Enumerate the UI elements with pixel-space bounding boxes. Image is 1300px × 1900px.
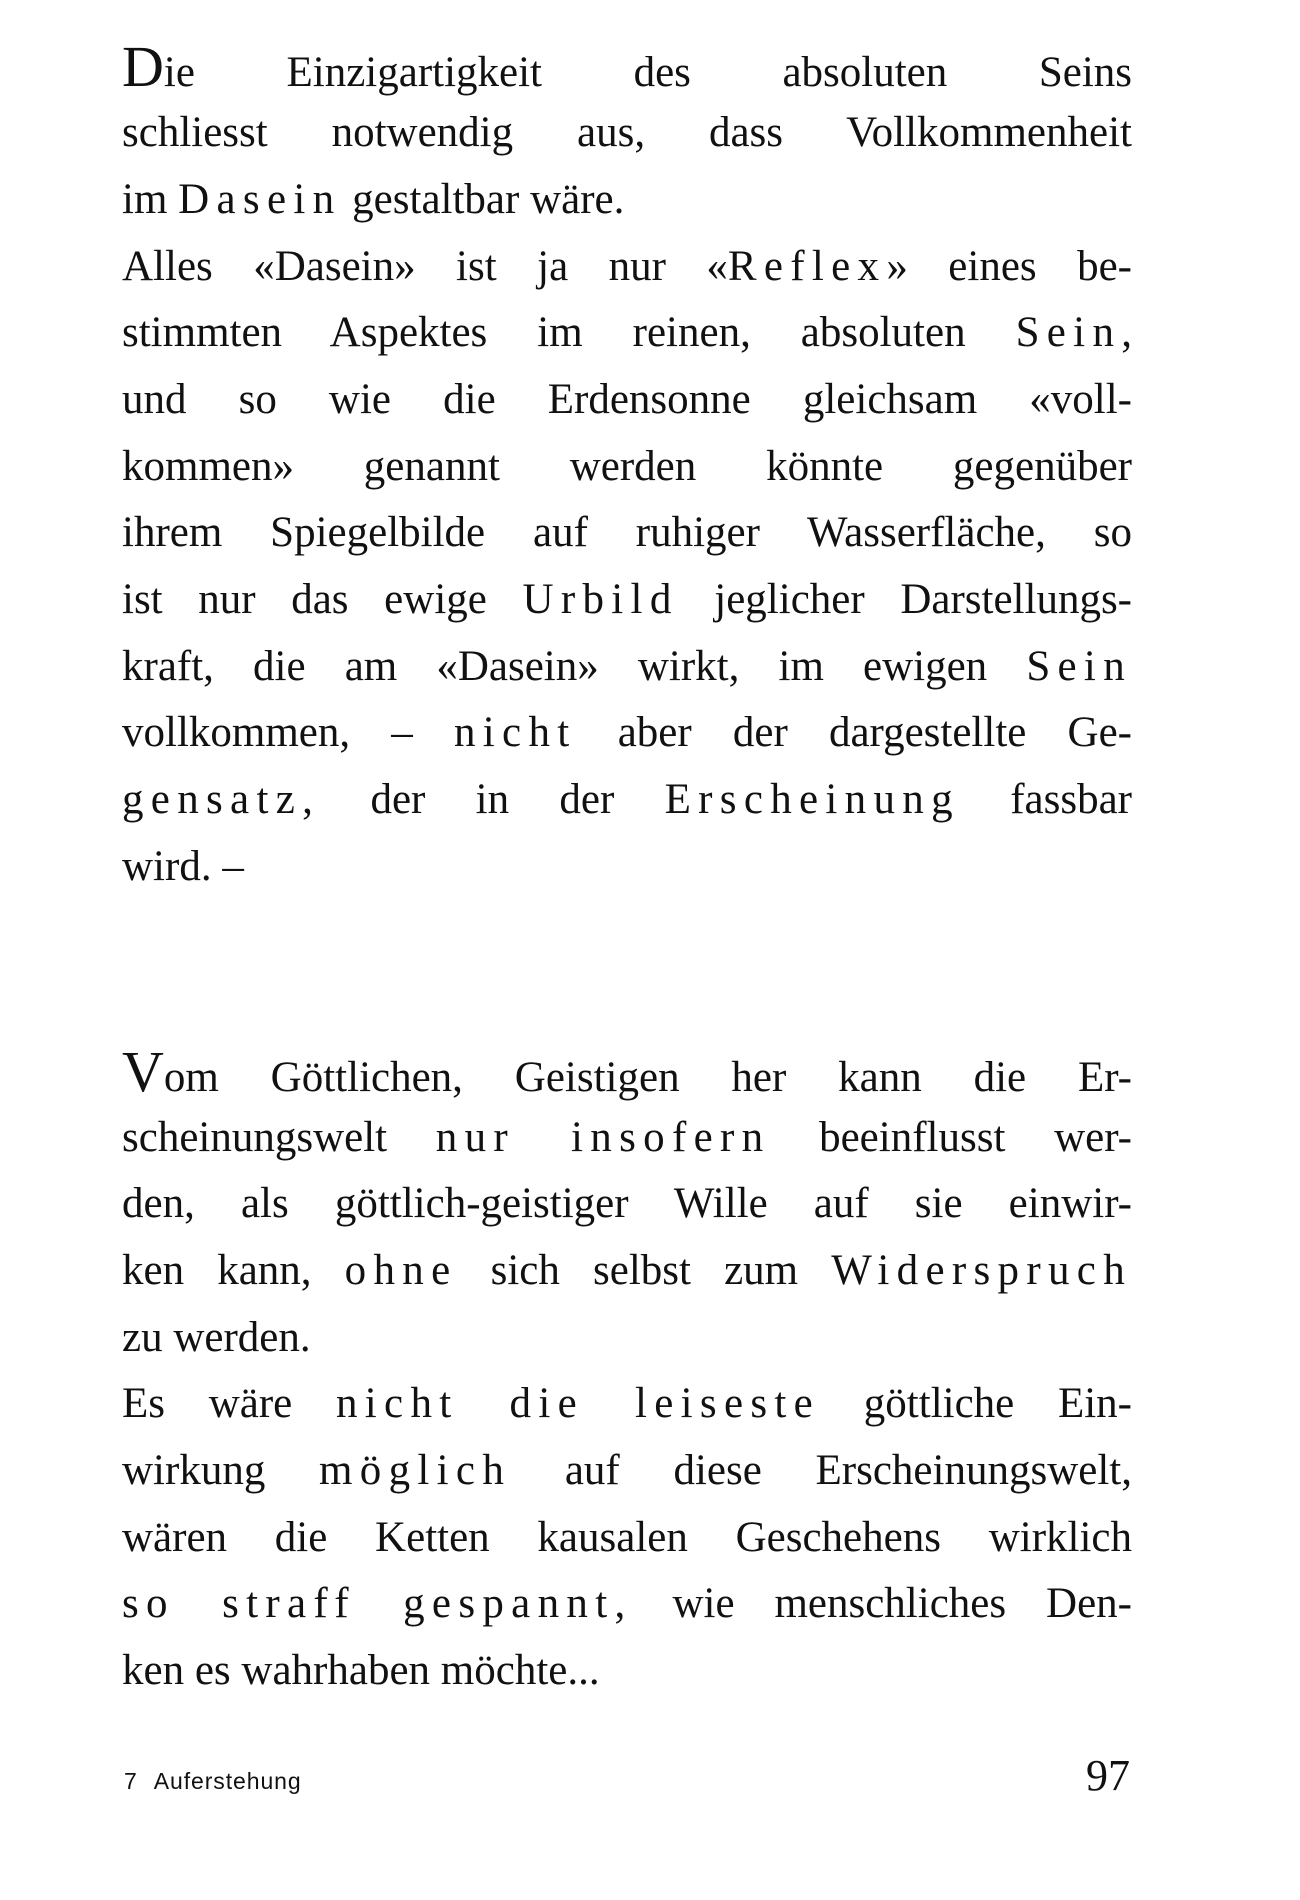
text-line: ihrem Spiegelbilde auf ruhiger Wasserfläche, so <box>122 509 1132 556</box>
spaced-emphasis: Sein <box>1026 643 1132 690</box>
spaced-emphasis: Sein <box>1015 309 1122 356</box>
signature-title: Auferstehung <box>153 1768 302 1794</box>
text-line: und so wie die Erdensonne gleichsam «voll- <box>122 376 1132 423</box>
printer-signature <box>124 1768 302 1795</box>
text-line: stimmten Aspektes im reinen, absoluten Sein, <box>122 309 1132 356</box>
text-line: ken kann, ohne sich selbst zum Widerspruch <box>122 1247 1133 1294</box>
text-line: wirkung möglich auf diese Erscheinungswelt, <box>122 1447 1132 1494</box>
text-line: wären die Ketten kausalen Geschehens wirklich <box>122 1514 1132 1561</box>
text-line: Alles «Dasein» ist ja nur «Reflex» eines be- <box>122 243 1132 290</box>
spaced-emphasis: nicht <box>453 709 577 756</box>
text-line: zu werden. <box>122 1314 311 1361</box>
spaced-emphasis: Widerspruch <box>831 1247 1133 1294</box>
text-line: ken es wahrhaben möchte... <box>122 1647 600 1694</box>
text-line: ist nur das ewige Urbild jeglicher Darstellungs- <box>122 576 1133 623</box>
text-line: so straff gespannt, wie menschliches Den- <box>122 1580 1132 1627</box>
text-line: Die Einzigartigkeit des absoluten Seins <box>122 34 1132 99</box>
spaced-emphasis: ohne <box>344 1247 458 1294</box>
spaced-emphasis: gensatz, <box>122 776 321 823</box>
text-line: vollkommen, – nicht aber der dargestellte Ge- <box>122 709 1132 756</box>
text-line: wird. – <box>122 843 244 890</box>
text-line: kommen» genannt werden könnte gegenüber <box>122 443 1132 490</box>
text-line: Vom Göttlichen, Geistigen her kann die Er- <box>122 1039 1132 1104</box>
spaced-emphasis: Urbild <box>522 576 679 623</box>
spaced-emphasis: möglich <box>319 1447 512 1494</box>
signature-number: 7 <box>124 1768 138 1794</box>
text-line: scheinungswelt nur insofern beeinflusst wer- <box>122 1114 1132 1161</box>
spaced-emphasis: Erscheinung <box>664 776 960 823</box>
spaced-emphasis: so straff gespannt, <box>122 1580 633 1627</box>
initial-letter: V <box>122 1039 164 1104</box>
spaced-emphasis: Reflex <box>727 243 887 290</box>
text-line: im Dasein gestaltbar wäre. <box>122 176 625 223</box>
text-line: Es wäre nicht die leiseste göttliche Ein- <box>122 1380 1133 1427</box>
spaced-emphasis: nur insofern <box>435 1114 771 1161</box>
page-number: 97 <box>1086 1751 1130 1800</box>
text-line: schliesst notwendig aus, dass Vollkommenheit <box>122 109 1132 156</box>
initial-letter: D <box>122 34 164 99</box>
text-line: gensatz, der in der Erscheinung fassbar <box>122 776 1132 823</box>
spaced-emphasis: Dasein <box>178 176 342 223</box>
text-line: kraft, die am «Dasein» wirkt, im ewigen Sein <box>122 643 1132 690</box>
text-line: den, als göttlich-geistiger Wille auf sie einwir- <box>122 1180 1132 1227</box>
spaced-emphasis: nicht die leiseste <box>335 1380 821 1427</box>
